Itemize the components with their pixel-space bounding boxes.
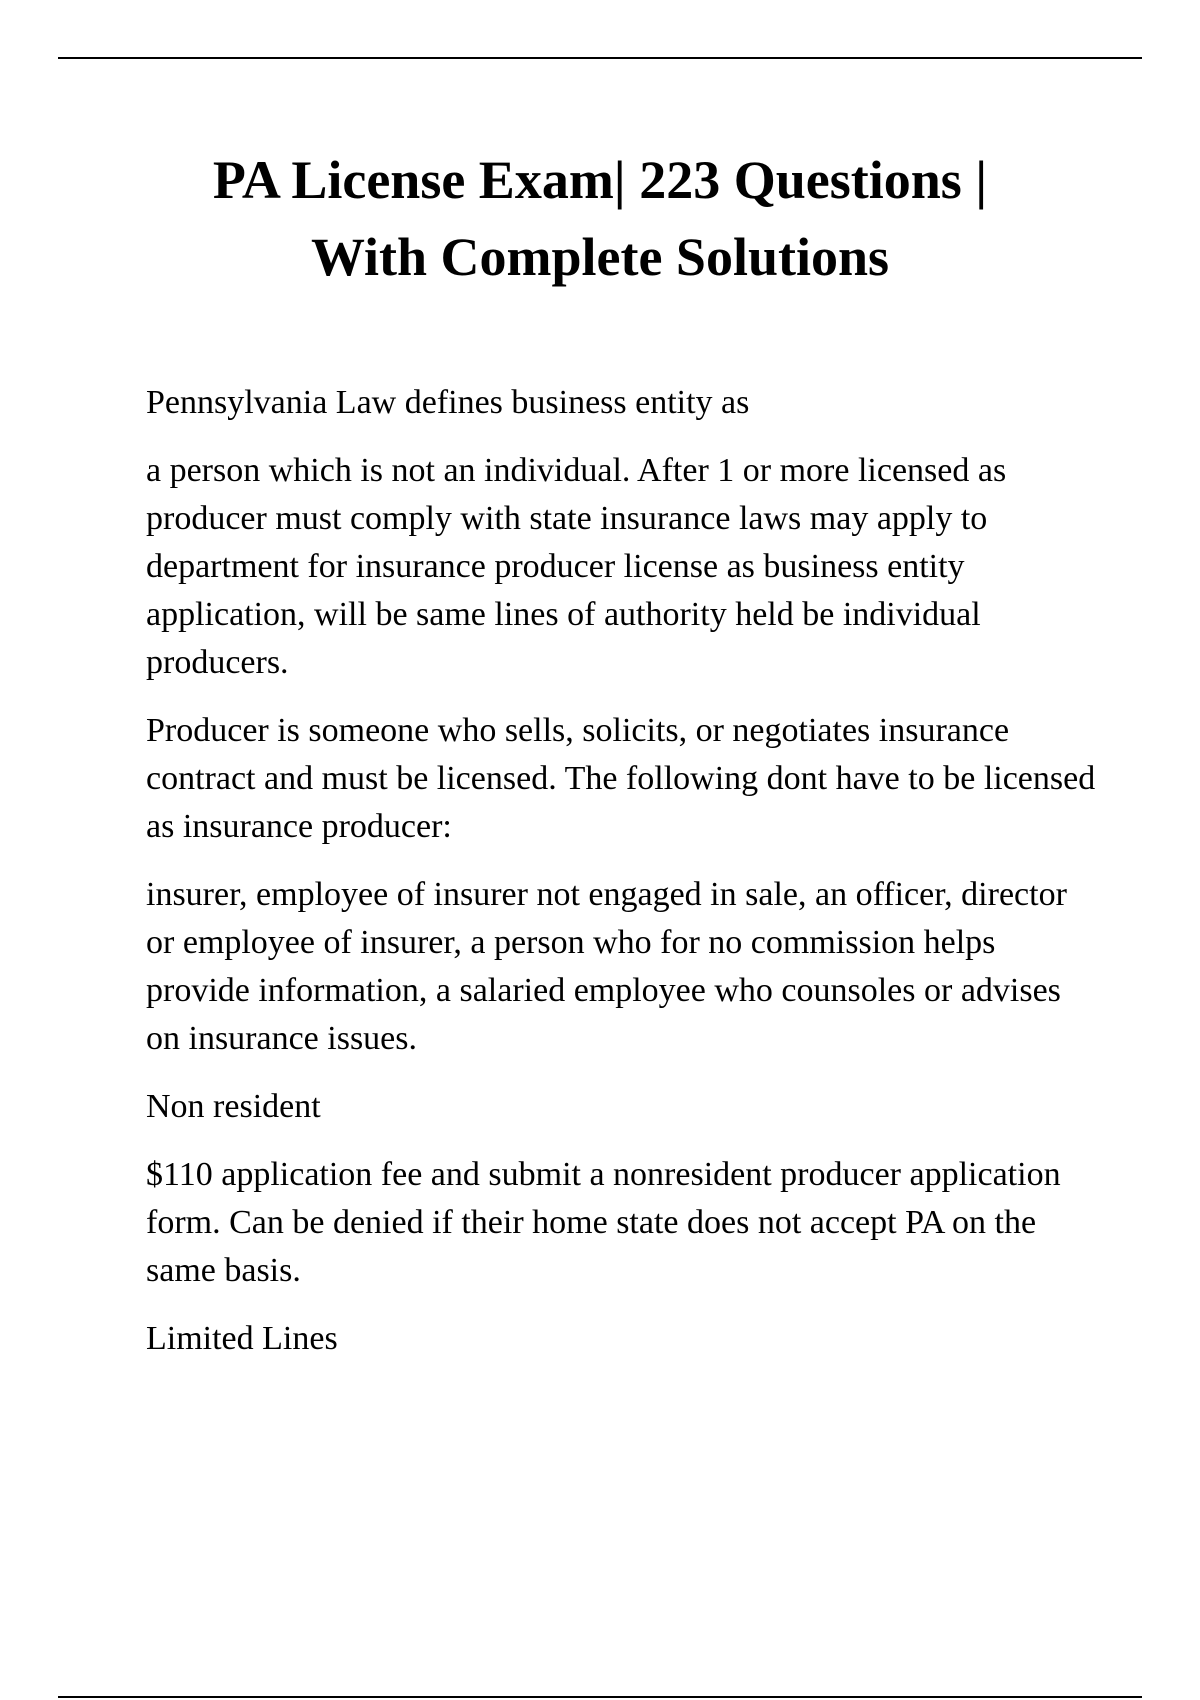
document-body bbox=[146, 379, 1096, 1383]
question-limited-lines: Limited Lines bbox=[146, 1320, 338, 1357]
question-non-resident: Non resident bbox=[146, 1088, 321, 1125]
top-rule bbox=[58, 57, 1142, 59]
title-line-2: With Complete Solutions bbox=[310, 227, 890, 287]
title-line-1: PA License Exam| 223 Questions | bbox=[212, 150, 988, 210]
answer-non-resident: $110 application fee and submit a nonresident producer application form. Can be denied if their home state does not accept PA on the same basis. bbox=[146, 1156, 1061, 1289]
answer-business-entity: a person which is not an individual. After 1 or more licensed as producer must comply with state insurance laws may apply to department for insurance producer license as business entity application, will be same lines of authority held be individual producers. bbox=[146, 452, 1007, 681]
document-title bbox=[110, 142, 1090, 296]
question-business-entity: Pennsylvania Law defines business entity as bbox=[146, 384, 750, 421]
bottom-rule bbox=[58, 1696, 1142, 1698]
question-producer: Producer is someone who sells, solicits, or negotiates insurance contract and must be licensed. The following dont have to be licensed as insurance producer: bbox=[146, 712, 1096, 845]
answer-producer: insurer, employee of insurer not engaged in sale, an officer, director or employee of insurer, a person who for no commission helps provide information, a salaried employee who counsoles or advises on insurance issues. bbox=[146, 876, 1067, 1057]
